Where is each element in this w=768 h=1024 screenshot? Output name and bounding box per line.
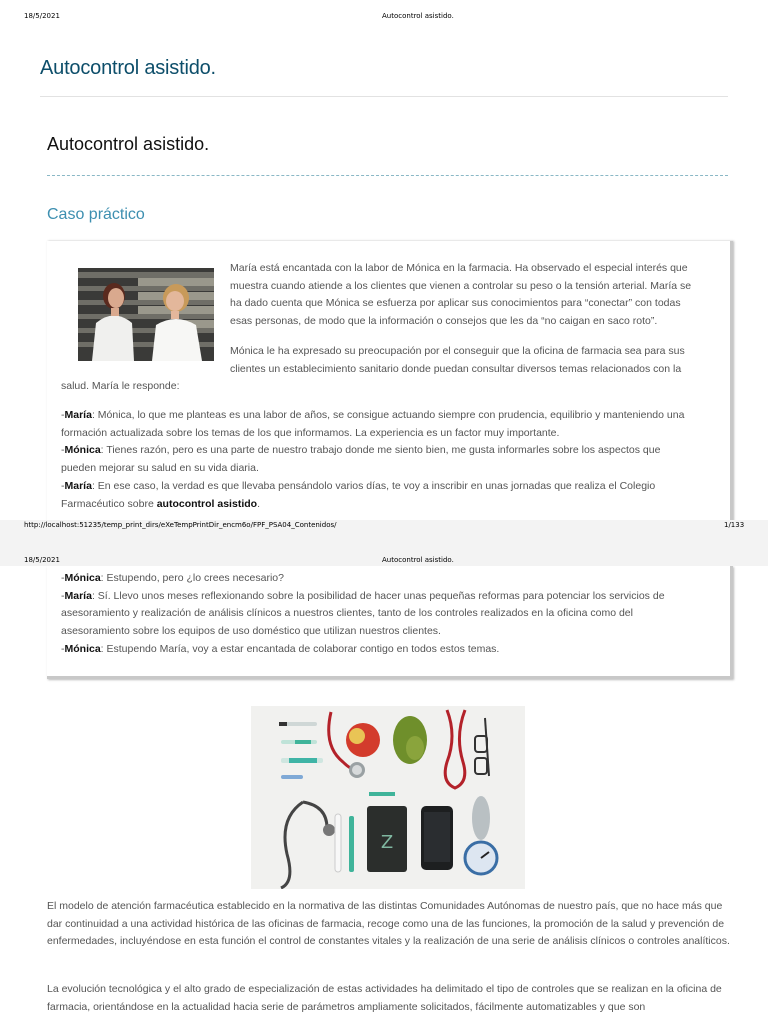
case-paragraph-1: María está encantada con la labor de Mónica en la farmacia. Ha observado el especial interés que muestra cuando atiende a los clientes que vienen a controlar su peso o la tensión arterial. María se ha dado cuenta que Mónica se esfuerza por aplicar sus conocimientos para “conectar” con todas esas personas, de modo que la información o consejos que les da “no caigan en saco roto”.	[230, 262, 692, 328]
print-page-2	[0, 566, 768, 1024]
body-paragraph-2: La evolución tecnológica y el alto grado de especialización de estas actividades ha delimitado el tipo de controles que se realizan en la oficina de farmacia, orientándose en la actualidad hacia serie de parámetros ampliamente solicitados, fácilmente automatizables y que son	[47, 983, 722, 1013]
site-title[interactable]: Autocontrol asistido.	[40, 57, 216, 79]
dialogue-line: -Mónica: Tienes razón, pero es una parte de nuestro trabajo donde me siento bien, me gusta informarles sobre los aspectos que	[61, 444, 661, 457]
print-title-2: Autocontrol asistido.	[382, 556, 454, 564]
page-title: Autocontrol asistido.	[47, 134, 210, 154]
svg-text:Z: Z	[380, 832, 394, 853]
dialogue-line: -María: En ese caso, la verdad es que llevaba pensándolo varios días, te voy a inscribir en unas jornadas que realiza el Colegio	[61, 479, 656, 492]
print-date-2: 18/5/2021	[24, 556, 60, 564]
dialogue-line: -Mónica: Estupendo María, voy a estar encantada de colaborar contigo en todos estos temas.	[61, 642, 500, 655]
health-items-photo	[251, 706, 525, 889]
dialogue-line: -María: Sí. Llevo unos meses reflexionando sobre la posibilidad de hacer unas pequeñas reformas para potenciar los servicios de	[61, 589, 665, 602]
dialogue: -María: Mónica, lo que me planteas es una labor de años, se consigue actuando siempre con prudencia, equilibrio y manteniendo una formación actualizada sobre los temas de los que informamos. La experiencia es un factor muy importante. -Mónica: Tienes razón, pero es una parte de nuestro trabajo donde me siento bien, me gusta informarles sobre los aspectos que pueden mejorar su salud en su vida diaria. -María: En ese caso, la verdad es que llevaba pensándolo varios días, te voy a inscribir en unas jornadas que realiza el Colegio Farmacéutico sobre autocontrol asistido.	[61, 407, 726, 513]
section-heading: Caso práctico	[47, 206, 145, 223]
dashed-divider	[47, 175, 728, 176]
title-divider	[40, 96, 728, 97]
dialogue-line: -Mónica: Estupendo, pero ¿lo crees necesario?	[61, 572, 284, 584]
case-paragraph-2: Mónica le ha expresado su preocupación por el conseguir que la oficina de farmacia sea para sus clientes un establecimiento sanitario donde puedan consultar diversos temas relacionados con la	[230, 345, 685, 375]
print-date: 18/5/2021	[24, 12, 60, 20]
print-url[interactable]: http://localhost:51235/temp_print_dirs/eXeTempPrintDir_encm6o/FPF_PSA04_Contenidos/	[24, 521, 337, 529]
pharmacists-photo	[78, 268, 214, 361]
print-title: Autocontrol asistido.	[382, 12, 454, 20]
body-paragraph-1: El modelo de atención farmacéutica establecido en la normativa de las distintas Comunidades Autónomas de nuestro país, que no hace más que dar continuidad a una actividad histórica de las oficinas de farmacia, recoge como una de las funciones, la promoción de la salud y prevención de enfermedades, incluyéndose en esta función el control de constantes vitales y la realización de una serie de análisis clínicos o controles analíticos.	[47, 900, 730, 948]
dialogue-line: -María: Mónica, lo que me planteas es una labor de años, se consigue actuando siempre con prudencia, equilibrio y manteniendo una	[61, 409, 685, 421]
dialogue-continued: -Mónica: Estupendo, pero ¿lo crees necesario? -María: Sí. Llevo unos meses reflexionando sobre la posibilidad de hacer unas pequeñas reformas para potenciar los servicios de asesoramiento y realización de análisis clínicos a nuestros clientes, tanto de los controles realizados en la oficina como del asesoramiento sobre los equipos de uso doméstico que utilizan nuestros clientes. -Mónica: Estupendo María, voy a estar encantada de colaborar contigo en todos estos temas.	[61, 570, 726, 659]
case-paragraph-2-end: salud. María le responde:	[61, 380, 180, 392]
print-page-number: 1/133	[724, 521, 745, 529]
